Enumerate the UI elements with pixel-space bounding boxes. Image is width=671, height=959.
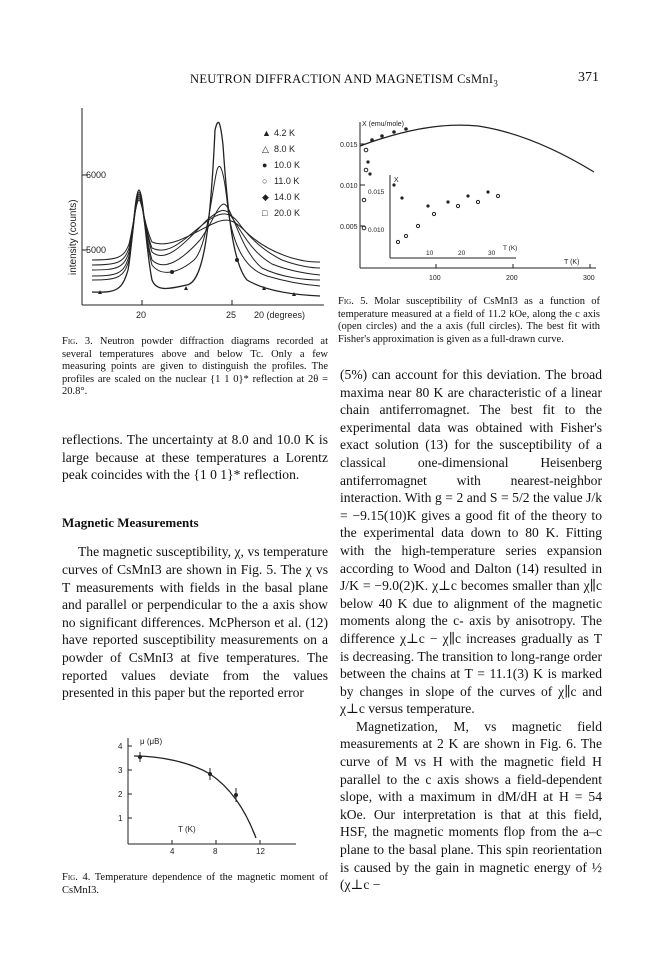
fig3-ytick: 6000 [86, 170, 107, 180]
fig3-caption [62, 336, 328, 399]
fig4-ytick: 4 [118, 742, 123, 751]
fig3-caption-text: Neutron powder diffraction diagrams recorded at several temperatures above and below Tc. Only a few measuring points are given to distinguish the profiles. The profiles are scaled on the nuclear {1 1 0}* reflection at 2θ = 20.8°. [62, 336, 329, 398]
fig3-legend-label: 10.0 K [274, 160, 301, 170]
fig4-caption-label: Fig. 4. [62, 872, 91, 883]
fig5-xtick: 200 [506, 275, 518, 282]
fig5-ytick: 0.005 [340, 224, 358, 231]
fig5-inset-xlabel: T (K) [503, 245, 518, 252]
fig5-ytick: 0.015 [340, 142, 358, 149]
fig3-xlabel: 20 (degrees) [254, 310, 306, 320]
fig5-inset-ylabel: X [394, 177, 399, 184]
fig5-inset-xtick: 30 [488, 250, 496, 257]
fig5-inset-xtick: 20 [458, 250, 466, 257]
fig3-legend-marker: ● [262, 160, 268, 170]
fig4-point [138, 755, 142, 759]
fig3-legend-label: 14.0 K [274, 192, 301, 202]
fig3-legend-marker: △ [262, 144, 269, 154]
fig5-ylabel: X (emu/mole) [362, 121, 405, 128]
fig3-caption-label: Fig. 3. [62, 336, 93, 347]
fig4-ytick: 3 [118, 766, 123, 775]
fig4-ytick: 1 [118, 814, 123, 823]
right-column [340, 366, 602, 894]
fig4-ytick: 2 [118, 790, 123, 799]
fig5-xtick: 300 [583, 275, 595, 282]
fig4-point [208, 772, 212, 776]
fig5-ytick: 0.010 [340, 183, 358, 190]
fig3-point [235, 258, 239, 262]
fig3-legend-label: 8.0 K [274, 144, 296, 154]
fig4-caption [62, 872, 328, 897]
fig3-point [170, 270, 174, 274]
fig5-caption-text: Molar susceptibility of CsMnI3 as a function of temperature measured at a field of 11.2 kOe, along the c axis (open circles) and the a axis (full circles). The best fit with Fisher's approximation is given as a full-drawn curve. [338, 296, 600, 345]
fig3-ytick: 5000 [86, 245, 107, 255]
fig3-legend [262, 128, 300, 218]
running-head: NEUTRON DIFFRACTION AND MAGNETISM CsMnI$_3$ [190, 72, 499, 89]
fig3-xtick: 20 [136, 310, 147, 320]
fig5-inset-ytick: 0.015 [368, 189, 385, 196]
figure-3 [62, 100, 332, 330]
fig3-point [184, 286, 188, 290]
fig4-caption-text: Temperature dependence of the magnetic moment of CsMnI3. [62, 872, 329, 896]
fig3-legend-label: 20.0 K [274, 208, 301, 218]
fig5-inset-xtick: 10 [426, 250, 434, 257]
fig3-legend-label: 11.0 K [274, 176, 300, 186]
fig5-xtick: 100 [429, 275, 441, 282]
figure-5 [338, 110, 600, 290]
fig4-xtick: 8 [213, 847, 218, 856]
fig4-xtick: 4 [170, 847, 175, 856]
fig4-xlabel: T (K) [178, 825, 196, 834]
fig3-ylabel: intensity (counts) [68, 199, 79, 275]
page-number: 371 [578, 70, 599, 85]
fig3-xtick: 25 [226, 310, 237, 320]
fig4-xtick: 12 [256, 847, 265, 856]
fig3-legend-marker: ○ [262, 176, 268, 186]
fig3-legend-marker: ◆ [262, 192, 269, 202]
fig5-inset-ytick: 0.010 [368, 227, 385, 234]
fig5-xlabel: T (K) [564, 259, 580, 266]
section-heading: Magnetic Measurements [62, 514, 199, 530]
fig3-legend-marker: ▲ [262, 128, 271, 138]
fig5-caption-label: Fig. 5. [338, 296, 368, 307]
fig4-point [234, 793, 238, 797]
fig3-legend-marker: □ [262, 208, 268, 218]
right-para-2: Magnetization, M, vs magnetic field measurements at 2 K are shown in Fig. 6. The curve of M vs H with the magnetic field H parallel to the c axis shows a field-dependent slope, with a maximum in dM/dH at H = 54 kOe. Our interpretation is that at this field, HSF, the magnetic moments flop from the a–c plane to the basal plane. This spin reorientation is caused by the gain in magnetic energy of ½ (χ⊥c − [340, 718, 602, 893]
left-para-1: reflections. The uncertainty at 8.0 and 10.0 K is large because at these temperatures a Lorentz peak coincides with the {1 0 1}* reflection. [62, 432, 328, 483]
figure-4 [110, 732, 300, 858]
fig3-legend-label: 4.2 K [274, 128, 296, 138]
fig4-ylabel: μ (μB) [140, 737, 163, 746]
right-para-1: (5%) can account for this deviation. The broad maxima near 80 K are characteristic of a linear chain antiferromagnet. The best fit to the experimental data was obtained with Fisher's exact solution (13) for the susceptibility of a classical one-dimensional Heisenberg antiferromagnet with nearest-neighbor interaction. With g = 2 and S = 5/2 the value J/k = −9.15(10)K gives a good fit of the theory to the experimental data down to 80 K. Fitting with the high-temperature series expansion according to Wood and Dalton (14) resulted in J/K = −9.0(2)K. χ⊥c becomes smaller than χ∥c below 40 K due to alignment of the magnetic moments along the c- axis by anisotropy. The difference χ⊥c − χ∥c increases gradually as T is decreasing. The transition to long-range order between the chains at T = 11.1(3) K is marked by changes in slope of the curves of χ∥c and χ⊥c versus temperature. [340, 367, 602, 717]
fig5-points-a [366, 127, 489, 207]
left-column [62, 431, 328, 702]
left-para-2: The magnetic susceptibility, χ, vs temperature curves of CsMnI3 are shown in Fig. 5. The χ vs T measurements with fields in the basal plane and parallel or perpendicular to the a axis show no significant differences. McPherson et al. (12) have reported susceptibility measurements on a powder of CsMnI3 at five temperatures. The reported values deviate from the values presented in this paper but the reported error [62, 544, 328, 701]
fig5-caption [338, 296, 600, 346]
